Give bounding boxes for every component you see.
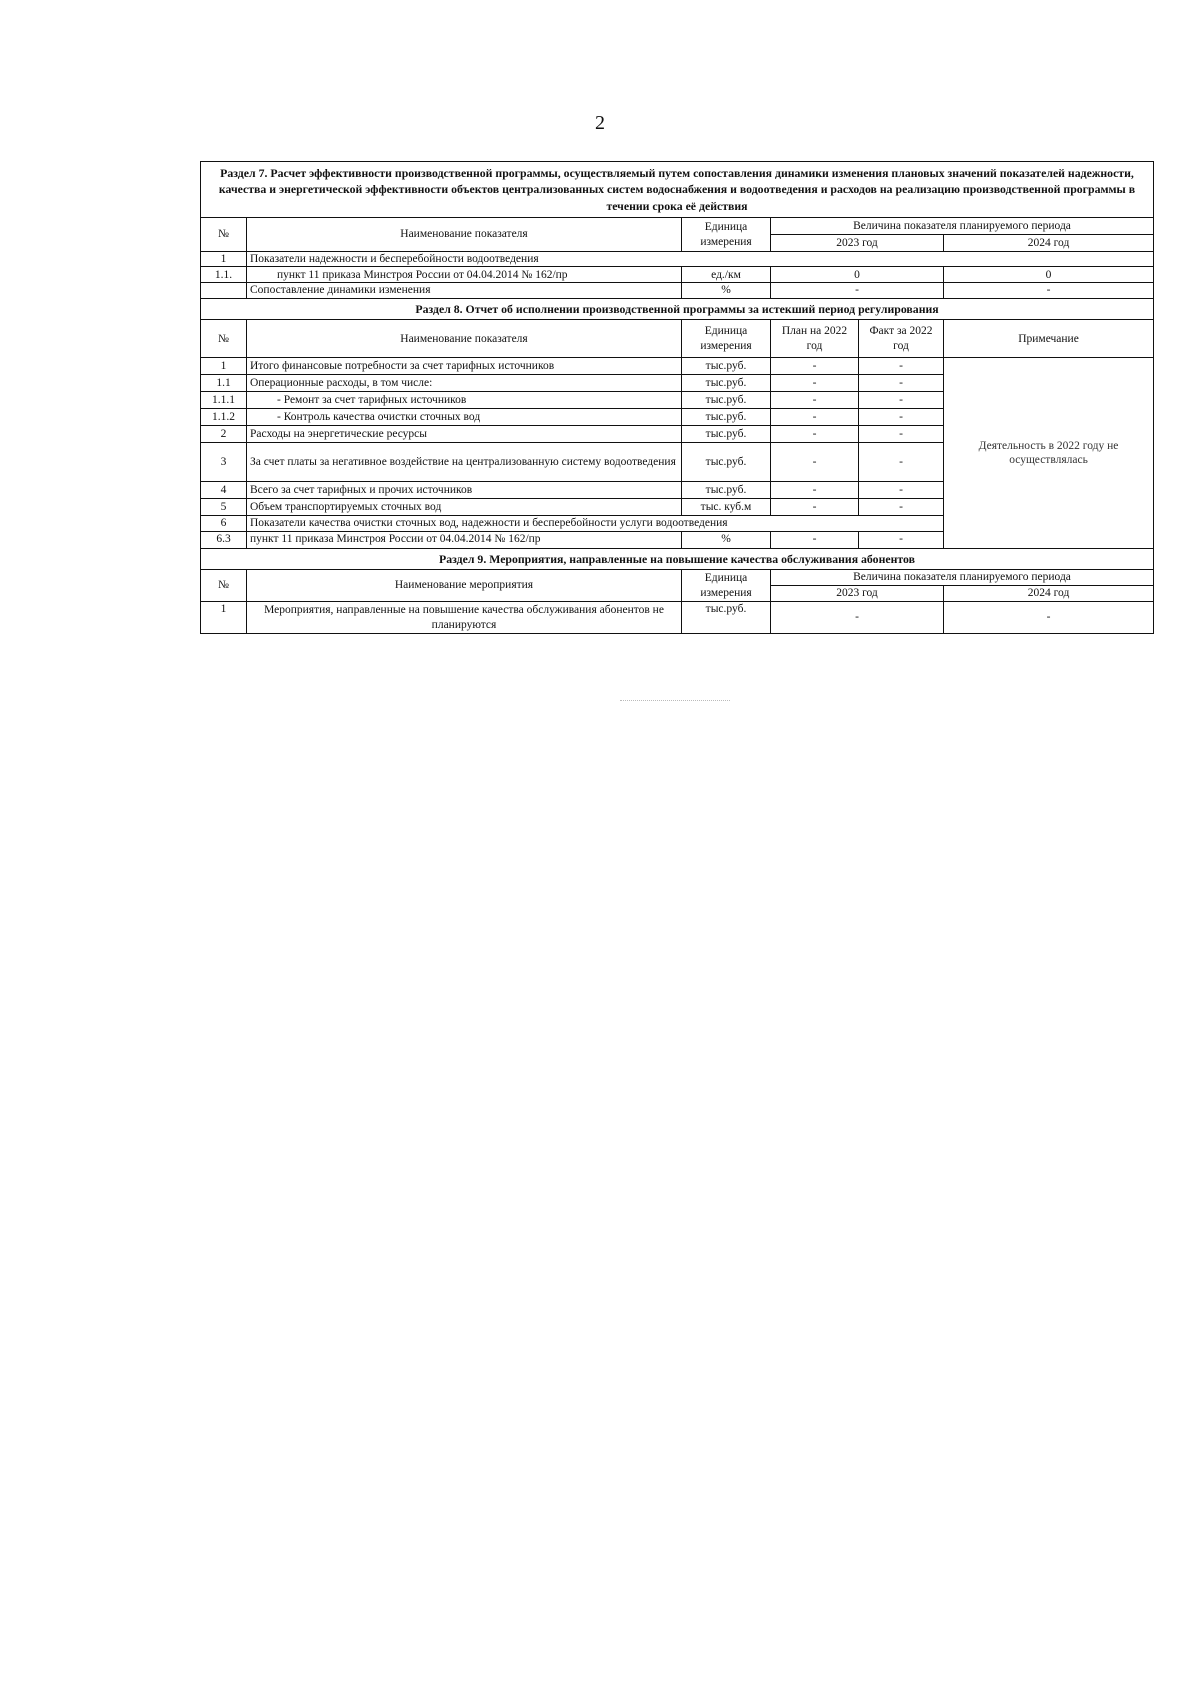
- row-plan: -: [771, 531, 859, 548]
- row-number: 1.1.2: [201, 409, 247, 426]
- row-number: 1.1.1: [201, 392, 247, 409]
- row-name: Показатели качества очистки сточных вод, надежности и бесперебойности услуги водоотведения: [247, 516, 944, 531]
- row-value-2023: -: [771, 602, 944, 634]
- section8-note: Деятельность в 2022 году не осуществлялась: [944, 358, 1154, 548]
- row-plan: -: [771, 409, 859, 426]
- row-name: За счет платы за негативное воздействие на централизованную систему водоотведения: [247, 443, 682, 482]
- row-plan: -: [771, 392, 859, 409]
- row-unit: тыс.руб.: [682, 426, 771, 443]
- row-number: 5: [201, 499, 247, 516]
- row-plan: -: [771, 426, 859, 443]
- row-number: 4: [201, 482, 247, 499]
- s7-header-name: Наименование показателя: [247, 218, 682, 252]
- row-number: 2: [201, 426, 247, 443]
- row-unit: тыс.руб.: [682, 409, 771, 426]
- table-row: [201, 283, 1154, 298]
- report-table: [200, 161, 1154, 634]
- s7-header-2024: 2024 год: [944, 235, 1154, 252]
- row-number: [201, 283, 247, 298]
- row-name: пункт 11 приказа Минстроя России от 04.04.2014 № 162/пр: [247, 531, 682, 548]
- s7-header-2023: 2023 год: [771, 235, 944, 252]
- row-name: Объем транспортируемых сточных вод: [247, 499, 682, 516]
- section8-title: Раздел 8. Отчет об исполнении производственной программы за истекший период регулирования: [201, 298, 1154, 320]
- s8-header-note: Примечание: [944, 320, 1154, 358]
- row-plan: -: [771, 375, 859, 392]
- row-fact: -: [859, 409, 944, 426]
- s9-header-unit: Единица измерения: [682, 570, 771, 602]
- scan-artifact: [620, 700, 730, 702]
- row-name: Сопоставление динамики изменения: [247, 283, 682, 298]
- row-unit: тыс.руб.: [682, 392, 771, 409]
- table-row: [201, 267, 1154, 283]
- row-number: 6.3: [201, 531, 247, 548]
- s8-header-no: №: [201, 320, 247, 358]
- row-plan: -: [771, 358, 859, 375]
- s8-header-unit: Единица измерения: [682, 320, 771, 358]
- row-name: пункт 11 приказа Минстроя России от 04.04.2014 № 162/пр: [247, 267, 682, 283]
- row-name: Итого финансовые потребности за счет тарифных источников: [247, 358, 682, 375]
- s7-header-unit: Единица измерения: [682, 218, 771, 252]
- s8-header-fact: Факт за 2022 год: [859, 320, 944, 358]
- row-fact: -: [859, 426, 944, 443]
- row-unit: ед./км: [682, 267, 771, 283]
- document-body: [200, 161, 1153, 634]
- section9-title: Раздел 9. Мероприятия, направленные на повышение качества обслуживания абонентов: [201, 548, 1154, 570]
- row-number: 1.1.: [201, 267, 247, 283]
- table-row: [201, 358, 1154, 375]
- row-name: Расходы на энергетические ресурсы: [247, 426, 682, 443]
- s8-header-name: Наименование показателя: [247, 320, 682, 358]
- row-value-2024: 0: [944, 267, 1154, 283]
- row-name: Показатели надежности и бесперебойности водоотведения: [247, 252, 1154, 267]
- row-unit: тыс. куб.м: [682, 499, 771, 516]
- row-number: 1: [201, 252, 247, 267]
- row-unit: %: [682, 531, 771, 548]
- row-plan: -: [771, 443, 859, 482]
- row-value-2023: 0: [771, 267, 944, 283]
- row-name: Всего за счет тарифных и прочих источников: [247, 482, 682, 499]
- row-fact: -: [859, 358, 944, 375]
- table-row: [201, 602, 1154, 634]
- s9-header-value: Величина показателя планируемого периода: [771, 570, 1154, 586]
- row-name: - Ремонт за счет тарифных источников: [247, 392, 682, 409]
- row-number: 1: [201, 602, 247, 634]
- row-unit: тыс.руб.: [682, 358, 771, 375]
- s9-header-2024: 2024 год: [944, 586, 1154, 602]
- row-value-2023: -: [771, 283, 944, 298]
- s9-header-2023: 2023 год: [771, 586, 944, 602]
- row-fact: -: [859, 443, 944, 482]
- row-unit: %: [682, 283, 771, 298]
- row-plan: -: [771, 482, 859, 499]
- row-name: - Контроль качества очистки сточных вод: [247, 409, 682, 426]
- row-fact: -: [859, 375, 944, 392]
- s9-header-name: Наименование мероприятия: [247, 570, 682, 602]
- table-row: [201, 252, 1154, 267]
- s7-header-value: Величина показателя планируемого периода: [771, 218, 1154, 235]
- row-unit: тыс.руб.: [682, 443, 771, 482]
- row-plan: -: [771, 499, 859, 516]
- row-fact: -: [859, 531, 944, 548]
- s7-header-no: №: [201, 218, 247, 252]
- s8-header-plan: План на 2022 год: [771, 320, 859, 358]
- row-fact: -: [859, 392, 944, 409]
- row-unit: тыс.руб.: [682, 375, 771, 392]
- row-value-2024: -: [944, 602, 1154, 634]
- row-fact: -: [859, 482, 944, 499]
- row-number: 6: [201, 516, 247, 531]
- row-number: 3: [201, 443, 247, 482]
- row-value-2024: -: [944, 283, 1154, 298]
- row-unit: тыс.руб.: [682, 482, 771, 499]
- section7-title: Раздел 7. Расчет эффективности производственной программы, осуществляемый путем сопоставления динамики изменения плановых значений показателей надежности, качества и энергетической эффективности объектов централизованных систем водоснабжения и водоотведения и расходов на реализацию производственной программы в течении срока её действия: [201, 162, 1154, 218]
- row-fact: -: [859, 499, 944, 516]
- row-name: Операционные расходы, в том числе:: [247, 375, 682, 392]
- row-unit: тыс.руб.: [682, 602, 771, 634]
- page-number: 2: [595, 112, 605, 134]
- row-number: 1.1: [201, 375, 247, 392]
- row-name: Мероприятия, направленные на повышение качества обслуживания абонентов не планируются: [247, 602, 682, 634]
- s9-header-no: №: [201, 570, 247, 602]
- row-number: 1: [201, 358, 247, 375]
